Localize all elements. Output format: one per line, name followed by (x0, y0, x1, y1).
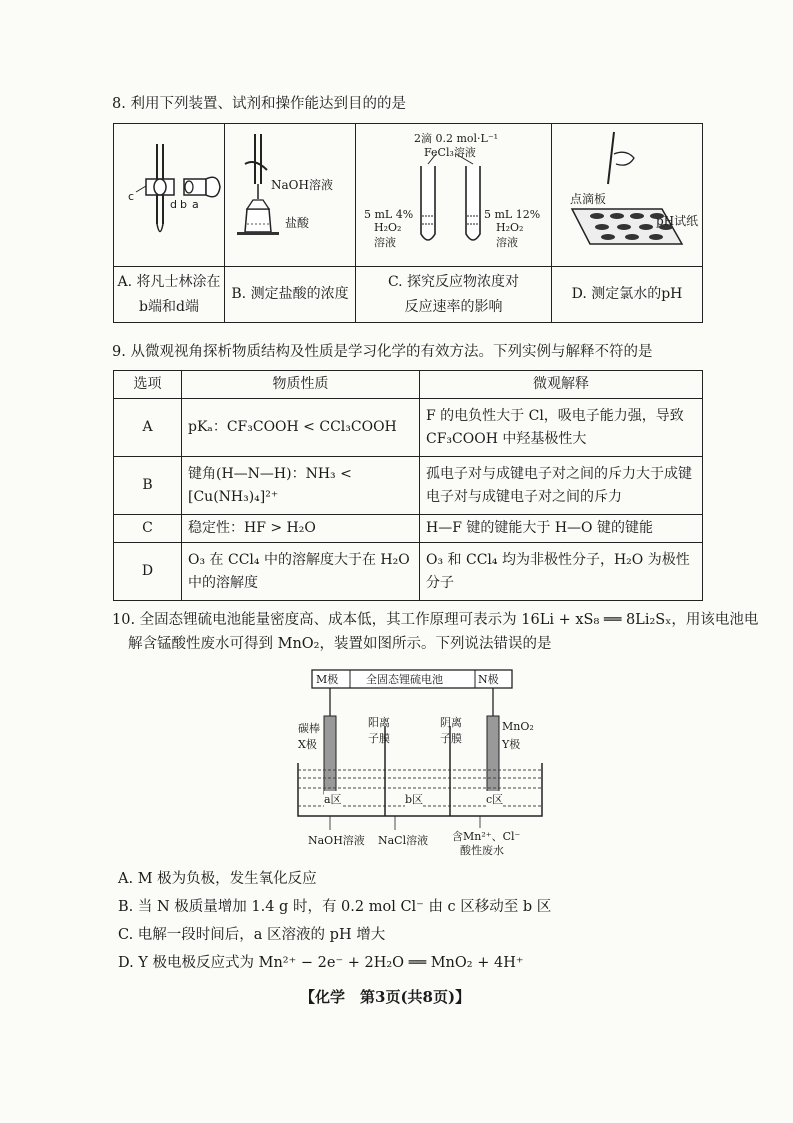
label-left2: H₂O₂ (374, 221, 402, 234)
q9-exp-d: O₃ 和 CCl₄ 均为非极性分子，H₂O 为极性分子 (420, 543, 703, 601)
y-label-1: MnO₂ (502, 720, 534, 733)
x-label-2: X极 (298, 738, 317, 751)
q9-header-property: 物质性质 (182, 371, 420, 399)
anion-membrane-label-1: 阴离 (440, 716, 462, 729)
q9-exp-c: H—F 键的键能大于 H—O 键的键能 (420, 515, 703, 543)
q8-option-b: B. 测定盐酸的浓度 (225, 267, 356, 323)
table-row (114, 399, 703, 457)
x-label-1: 碳棒 (298, 722, 320, 735)
label-c: c (128, 190, 135, 203)
q8-apparatus-table (113, 123, 703, 323)
solution-a-label: NaOH溶液 (308, 834, 365, 847)
label-fecl3-top2: FeCl₃溶液 (424, 146, 476, 159)
q9-prop-d: O₃ 在 CCl₄ 中的溶解度大于在 H₂O 中的溶解度 (182, 543, 420, 601)
label-naoh: NaOH溶液 (271, 178, 333, 192)
q9-prop-b: 键角(H—N—H)：NH₃ < [Cu(NH₃)₄]²⁺ (182, 457, 420, 515)
label-ph-paper: pH试纸 (656, 214, 699, 228)
cation-membrane-label-1: 阳离 (368, 716, 390, 729)
q10-option-a: A. M 极为负极，发生氧化反应 (118, 871, 317, 887)
q9-prop-c: 稳定性：HF > H₂O (182, 515, 420, 543)
q9-opt-d: D (114, 543, 182, 601)
titration-figure (225, 124, 355, 262)
label-fecl3-top1: 2滴 0.2 mol·L⁻¹ (414, 132, 499, 145)
q8-cell-d-figure (552, 124, 703, 267)
cation-membrane-label-2: 子膜 (368, 732, 390, 745)
q9-exp-b: 孤电子对与成键电子对之间的斥力大于成键电子对与成键电子对之间的斥力 (420, 457, 703, 515)
label-right1: 5 mL 12% (484, 208, 541, 221)
label-hcl: 盐酸 (285, 216, 310, 230)
q10-option-b: B. 当 N 极质量增加 1.4 g 时，有 0.2 mol Cl⁻ 由 c 区移动至 b 区 (118, 899, 552, 915)
q8-cell-a-figure (114, 124, 225, 267)
n-pole-label: N极 (478, 673, 499, 686)
q9-opt-a: A (114, 399, 182, 457)
q9-opt-c: C (114, 515, 182, 543)
q10-option-d: D. Y 极电极反应式为 Mn²⁺ − 2e⁻ + 2H₂O ══ MnO₂ + 4H⁺ (118, 955, 524, 971)
label-spot-plate: 点滴板 (570, 192, 607, 206)
q8-stem: 8. 利用下列装置、试剂和操作能达到目的的是 (112, 96, 406, 112)
label-right2: H₂O₂ (496, 221, 524, 234)
q9-opt-b: B (114, 457, 182, 515)
q9-table (113, 370, 703, 601)
zone-a-label: a区 (324, 793, 342, 806)
table-row (114, 515, 703, 543)
q10-stem-line2: 解含锰酸性废水可得到 MnO₂，装置如图所示。下列说法错误的是 (128, 636, 552, 652)
anion-membrane-label-2: 子膜 (440, 732, 462, 745)
electrolysis-diagram (290, 668, 550, 858)
zone-b-label: b区 (405, 793, 424, 806)
label-right3: 溶液 (496, 236, 518, 249)
label-a: a (192, 198, 199, 211)
q8-option-d: D. 测定氯水的pH (552, 267, 703, 323)
q9-header-option: 选项 (114, 371, 182, 399)
q8-option-c: C. 探究反应物浓度对 反应速率的影响 (356, 267, 552, 323)
q9-exp-a: F 的电负性大于 Cl，吸电子能力强，导致 CF₃COOH 中羟基极性大 (420, 399, 703, 457)
label-left1: 5 mL 4% (364, 208, 414, 221)
q8-cell-c-figure (356, 124, 552, 267)
label-b: b (180, 198, 187, 211)
battery-label: 全固态锂硫电池 (366, 673, 443, 686)
y-label-2: Y极 (502, 738, 521, 751)
zone-c-label: c区 (486, 793, 504, 806)
m-pole-label: M极 (316, 673, 339, 686)
q10-option-c: C. 电解一段时间后，a 区溶液的 pH 增大 (118, 927, 386, 943)
q9-stem: 9. 从微观视角探析物质结构及性质是学习化学的有效方法。下列实例与解释不符的是 (112, 344, 653, 360)
label-d: d (170, 198, 177, 211)
table-row (114, 543, 703, 601)
q9-header-explanation: 微观解释 (420, 371, 703, 399)
label-left3: 溶液 (374, 236, 396, 249)
page-footer: 【化学 第3页(共8页)】 (300, 988, 471, 1006)
q10-stem-line1: 10. 全固态锂硫电池能量密度高、成本低，其工作原理可表示为 16Li + xS₈ ══ 8Li₂Sₓ，用该电池电 (112, 612, 759, 628)
q8-option-a: A. 将凡士林涂在 b端和d端 (114, 267, 225, 323)
solution-c-label-2: 酸性废水 (460, 844, 504, 857)
q8-cell-b-figure (225, 124, 356, 267)
solution-c-label-1: 含Mn²⁺、Cl⁻ (452, 830, 521, 843)
table-row (114, 457, 703, 515)
solution-b-label: NaCl溶液 (378, 834, 429, 847)
q9-prop-a: pKₐ：CF₃COOH < CCl₃COOH (182, 399, 420, 457)
